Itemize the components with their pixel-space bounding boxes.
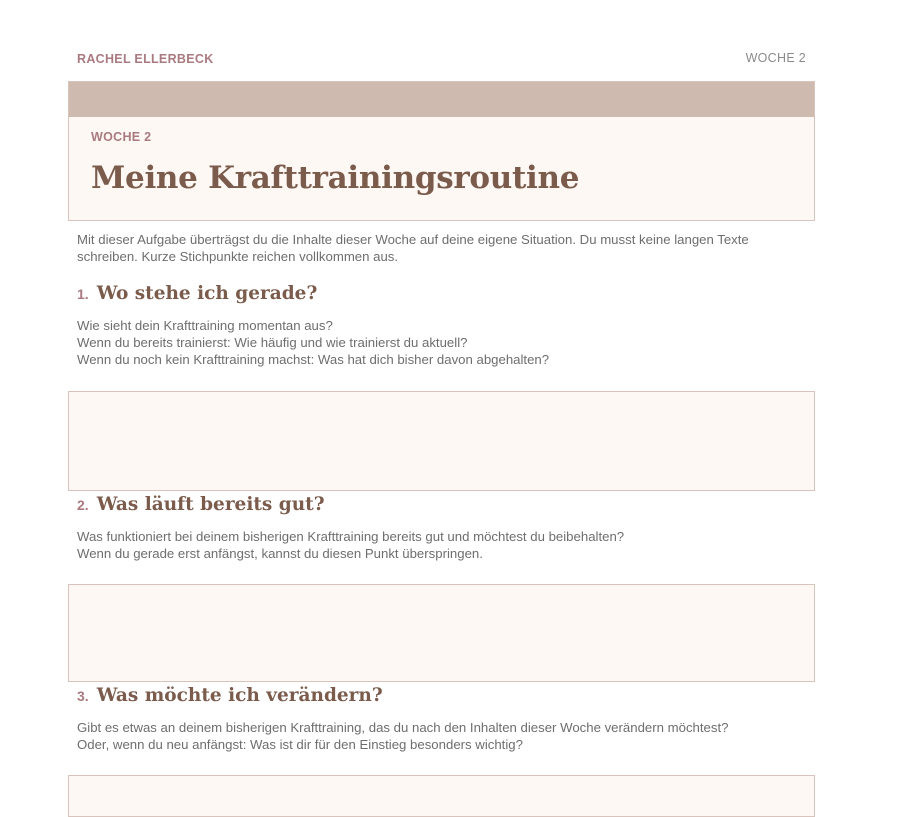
title-card [68, 81, 815, 221]
question-line: Was funktioniert bei deinem bisherigen Krafttraining bereits gut und möchtest du beibehalten? [77, 529, 625, 544]
question-line: Wenn du noch kein Krafttraining machst: Was hat dich bisher davon abgehalten? [77, 352, 550, 367]
question-description-1 [77, 317, 807, 368]
question-line: Oder, wenn du neu anfängst: Was ist dir für den Einstieg besonders wichtig? [77, 737, 523, 752]
question-heading-2 [77, 494, 325, 515]
author-name: RACHEL ELLERBECK [77, 52, 214, 66]
question-number: 3. [77, 688, 89, 704]
answer-field-2[interactable] [68, 584, 815, 682]
question-number: 2. [77, 497, 89, 513]
question-heading-3 [77, 685, 383, 706]
page-week-label: WOCHE 2 [745, 51, 806, 65]
question-line: Wenn du bereits trainierst: Wie häufig und wie trainierst du aktuell? [77, 335, 468, 350]
question-line: Wie sieht dein Krafttraining momentan aus? [77, 318, 333, 333]
question-title: Was läuft bereits gut? [96, 494, 325, 515]
question-heading-1 [77, 283, 317, 304]
question-line: Gibt es etwas an deinem bisherigen Krafttraining, das du nach den Inhalten dieser Woche verändern möchtest? [77, 720, 729, 735]
question-title: Was möchte ich verändern? [96, 685, 383, 706]
question-line: Wenn du gerade erst anfängst, kannst du diesen Punkt überspringen. [77, 546, 483, 561]
answer-field-1[interactable] [68, 391, 815, 491]
intro-line: Mit dieser Aufgabe überträgst du die Inhalte dieser Woche auf deine eigene Situation. Du musst keine langen Texte [77, 232, 749, 247]
page-title: Meine Krafttrainingsroutine [91, 160, 580, 196]
question-description-2 [77, 528, 807, 562]
title-card-week: WOCHE 2 [91, 130, 152, 144]
title-card-band [69, 82, 814, 117]
question-number: 1. [77, 286, 89, 302]
question-description-3 [77, 719, 807, 753]
intro-text [77, 231, 807, 265]
intro-line: schreiben. Kurze Stichpunkte reichen vollkommen aus. [77, 249, 399, 264]
question-title: Wo stehe ich gerade? [96, 283, 318, 304]
answer-field-3[interactable] [68, 775, 815, 817]
